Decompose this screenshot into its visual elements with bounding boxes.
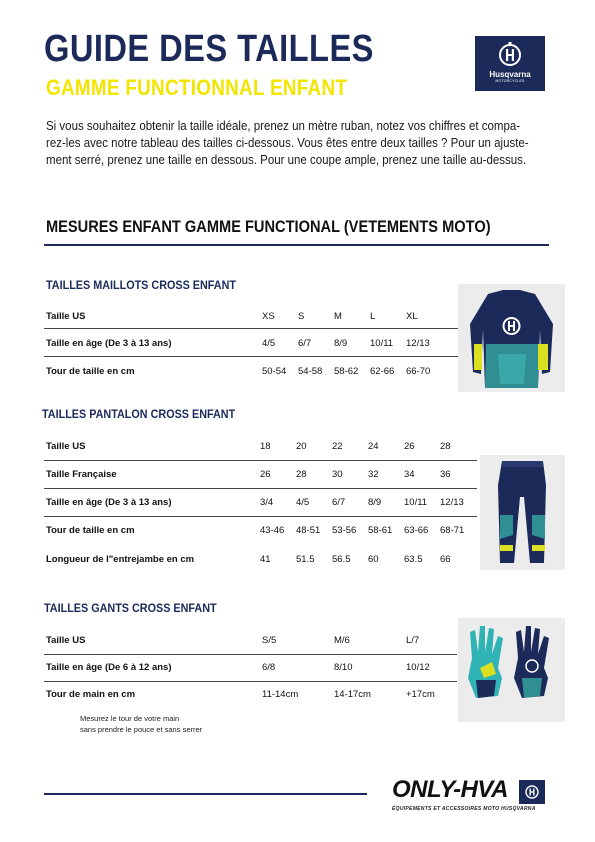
cell: 58-61: [368, 525, 393, 536]
gants-title: TAILLES GANTS CROSS ENFANT: [44, 601, 217, 615]
pantalon-title: TAILLES PANTALON CROSS ENFANT: [42, 407, 236, 421]
cell: 48-51: [296, 525, 321, 536]
row-label: Tour de taille en cm: [46, 366, 135, 377]
logo-tagline: MOTORCYCLES: [495, 79, 525, 83]
cell: 10/12: [406, 662, 430, 673]
cell: 8/10: [334, 662, 353, 673]
row-label: Longueur de l"entrejambe en cm: [46, 554, 195, 565]
cell: 28: [440, 441, 451, 452]
row-label: Tour de taille en cm: [46, 525, 135, 536]
jersey-image: [458, 284, 565, 392]
pants-image: [480, 455, 565, 570]
main-heading: MESURES ENFANT GAMME FUNCTIONAL (VETEMENTS MOTO): [46, 217, 491, 236]
cell: S: [298, 311, 305, 322]
husqvarna-small-logo: [519, 780, 545, 804]
cell: 4/5: [296, 497, 310, 508]
cell: S/5: [262, 635, 277, 646]
row-divider: [44, 516, 477, 517]
cell: 54-58: [298, 366, 323, 377]
cell: 6/7: [298, 338, 312, 349]
cell: 66-70: [406, 366, 431, 377]
row-label: Taille en âge (De 6 à 12 ans): [46, 662, 172, 673]
cell: 53-56: [332, 525, 357, 536]
husqvarna-crown-icon: [475, 36, 545, 70]
cell: L: [370, 311, 376, 322]
cell: 62-66: [370, 366, 395, 377]
cell: 43-46: [260, 525, 285, 536]
cell: 20: [296, 441, 307, 452]
cell: 11-14cm: [262, 689, 299, 700]
cell: 6/7: [332, 497, 346, 508]
husqvarna-logo: [475, 36, 545, 91]
logo-wordmark: Husqvarna: [489, 70, 531, 79]
cell: 63.5: [404, 554, 423, 565]
cell: 24: [368, 441, 379, 452]
cell: 4/5: [262, 338, 276, 349]
row-divider: [44, 681, 457, 682]
row-divider: [44, 488, 477, 489]
cell: 63-66: [404, 525, 429, 536]
note-line: sans prendre le pouce et sans serrer: [80, 725, 203, 734]
only-hva-brand: ONLY-HVA: [392, 776, 508, 803]
cell: XL: [406, 311, 418, 322]
husqvarna-crown-icon: [519, 780, 545, 804]
cell: 51.5: [296, 554, 315, 565]
row-divider: [44, 328, 477, 329]
pants-photo: [480, 455, 565, 570]
cell: 34: [404, 469, 415, 480]
gloves-image: [458, 618, 565, 722]
gloves-photo: [458, 618, 565, 722]
cell: 8/9: [334, 338, 348, 349]
row-label: Taille en âge (De 3 à 13 ans): [46, 497, 172, 508]
cell: 36: [440, 469, 451, 480]
page-subtitle: GAMME FUNCTIONNAL ENFANT: [46, 75, 348, 100]
cell: M: [334, 311, 342, 322]
cell: 14-17cm: [334, 689, 371, 700]
cell: 10/11: [404, 497, 428, 508]
cell: 22: [332, 441, 343, 452]
cell: 50-54: [262, 366, 287, 377]
intro-line: Si vous souhaitez obtenir la taille idéale, prenez un mètre ruban, notez vos chiffres et compa-: [46, 119, 521, 133]
cell: 28: [296, 469, 307, 480]
cell: 26: [260, 469, 271, 480]
cell: 58-62: [334, 366, 359, 377]
cell: 12/13: [440, 497, 464, 508]
cell: 66: [440, 554, 451, 565]
cell: 68-71: [440, 525, 465, 536]
cell: 18: [260, 441, 271, 452]
jersey-photo: [458, 284, 565, 392]
row-label: Taille Française: [46, 469, 117, 480]
cell: XS: [262, 311, 275, 322]
row-label: Taille US: [46, 311, 86, 322]
glove-measure-note: [80, 713, 202, 735]
cell: 8/9: [368, 497, 382, 508]
row-divider: [44, 654, 457, 655]
cell: 32: [368, 469, 379, 480]
maillots-title: TAILLES MAILLOTS CROSS ENFANT: [46, 278, 236, 292]
cell: 12/13: [406, 338, 430, 349]
intro-line: rez-les avec notre tableau des tailles ci-dessous. Vous êtes entre deux tailles ? Pour un ajuste-: [46, 136, 529, 150]
footer-tagline: ÉQUIPEMENTS ET ACCESSOIRES MOTO HUSQVARNA: [392, 806, 536, 812]
row-divider: [44, 460, 477, 461]
cell: M/6: [334, 635, 350, 646]
heading-rule: [44, 244, 549, 246]
row-divider: [44, 356, 477, 357]
cell: 3/4: [260, 497, 274, 508]
page-title: GUIDE DES TAILLES: [44, 28, 374, 70]
cell: L/7: [406, 635, 420, 646]
note-line: Mesurez le tour de votre main: [80, 714, 180, 723]
cell: 60: [368, 554, 379, 565]
footer-rule: [44, 793, 367, 795]
intro-paragraph: [46, 118, 550, 169]
cell: 41: [260, 554, 271, 565]
cell: 30: [332, 469, 343, 480]
cell: +17cm: [406, 689, 435, 700]
cell: 56.5: [332, 554, 351, 565]
cell: 26: [404, 441, 415, 452]
row-label: Taille en âge (De 3 à 13 ans): [46, 338, 172, 349]
row-label: Taille US: [46, 441, 86, 452]
cell: 10/11: [370, 338, 394, 349]
row-label: Tour de main en cm: [46, 689, 136, 700]
intro-line: ment serré, prenez une taille en dessous. Pour une coupe ample, prenez une taille au-dessus.: [46, 153, 527, 167]
cell: 6/8: [262, 662, 276, 673]
row-label: Taille US: [46, 635, 86, 646]
